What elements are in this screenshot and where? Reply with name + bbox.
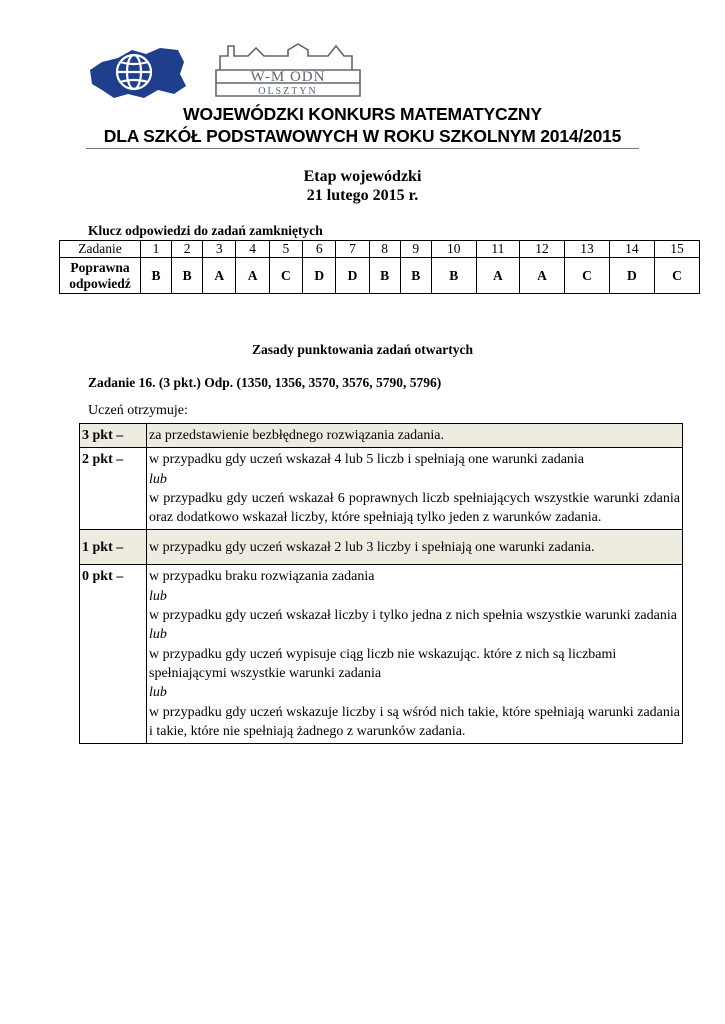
answer-letter: B	[369, 258, 400, 294]
task-number: 14	[609, 241, 654, 258]
answer-letter: A	[520, 258, 565, 294]
scoring-table	[79, 423, 683, 744]
contest-title-line2: DLA SZKÓŁ PODSTAWOWYCH W ROKU SZKOLNYM 2014/2015	[103, 126, 622, 146]
criteria-or: lub	[149, 471, 167, 487]
task-number: 3	[203, 241, 236, 258]
score-row-3	[80, 424, 683, 448]
score-points: 2 pkt –	[80, 448, 147, 530]
criteria-line: w przypadku gdy uczeń wypisuje ciąg liczb nie wskazując. które z nich są liczbami spełniającymi wszystkie warunki zadania	[149, 646, 617, 681]
score-criteria	[147, 565, 683, 744]
task-16-title: Zadanie 16. (3 pkt.) Odp. (1350, 1356, 3570, 3576, 5790, 5796)	[88, 375, 442, 390]
answer-letter: A	[476, 258, 519, 294]
answer-letter: C	[654, 258, 699, 294]
task-number: 8	[369, 241, 400, 258]
criteria-line: za przedstawienie bezbłędnego rozwiązania zadania.	[149, 428, 444, 443]
answer-key-table	[59, 240, 700, 294]
criteria-line: w przypadku gdy uczeń wskazuje liczby i są wśród nich takie, które spełniają warunki zadania i takie, które nie spełniają żadnego z warunków zadania.	[149, 704, 680, 739]
task-number: 2	[172, 241, 203, 258]
score-row-2	[80, 448, 683, 530]
stage-name: Etap wojewódzki	[303, 168, 422, 185]
task-number: 15	[654, 241, 699, 258]
contest-title-line1: WOJEWÓDZKI KONKURS MATEMATYCZNY	[183, 104, 542, 124]
task-number-row	[60, 241, 700, 258]
task-number: 9	[400, 241, 431, 258]
stage-date: 21 lutego 2015 r.	[306, 187, 419, 204]
task-number: 4	[236, 241, 269, 258]
task-number: 7	[336, 241, 369, 258]
task-number: 5	[269, 241, 302, 258]
answer-letter: B	[431, 258, 476, 294]
score-criteria	[147, 424, 683, 448]
task-number: 1	[141, 241, 172, 258]
answer-letter: A	[203, 258, 236, 294]
task-number: 12	[520, 241, 565, 258]
task-number: 10	[431, 241, 476, 258]
criteria-line: w przypadku gdy uczeń wskazał liczby i tylko jedna z nich spełnia wszystkie warunki zadania	[149, 608, 677, 624]
answer-letter: D	[303, 258, 336, 294]
task-row-label: Zadanie	[60, 241, 141, 258]
task-number: 11	[476, 241, 519, 258]
header-divider	[86, 148, 639, 149]
answer-letter: C	[269, 258, 302, 294]
score-points: 3 pkt –	[80, 424, 147, 448]
task-number: 6	[303, 241, 336, 258]
score-row-0	[80, 565, 683, 744]
logo-text-bottom: OLSZTYN	[258, 86, 318, 97]
answer-letter: D	[609, 258, 654, 294]
answer-letter: B	[172, 258, 203, 294]
logo-text-top: W-M ODN	[250, 69, 326, 85]
answer-letter: A	[236, 258, 269, 294]
answer-row-label-line1: Poprawna	[70, 259, 130, 275]
score-row-1	[80, 530, 683, 565]
open-tasks-section-title: Zasady punktowania zadań otwartych	[252, 342, 473, 357]
answer-letter: C	[565, 258, 610, 294]
score-criteria	[147, 448, 683, 530]
answer-row-label	[60, 258, 141, 294]
answer-row-label-line2: odpowiedź	[69, 275, 131, 291]
answer-key-caption: Klucz odpowiedzi do zadań zamkniętych	[88, 223, 323, 238]
criteria-or: lub	[149, 588, 167, 604]
criteria-line: w przypadku gdy uczeń wskazał 6 poprawnych liczb spełniających wszystkie warunki zdania oraz dodatkowo wskazał liczby, które spełniają tylko jeden z warunków zadania.	[149, 490, 680, 526]
answer-letter: D	[336, 258, 369, 294]
criteria-line: w przypadku gdy uczeń wskazał 4 lub 5 liczb i spełniają one warunki zadania	[149, 452, 585, 468]
odn-logo	[88, 40, 378, 102]
criteria-line: w przypadku braku rozwiązania zadania	[149, 569, 375, 585]
task-number: 13	[565, 241, 610, 258]
answer-row	[60, 258, 700, 294]
score-criteria	[147, 530, 683, 565]
answer-letter: B	[141, 258, 172, 294]
answer-letter: B	[400, 258, 431, 294]
scoring-intro: Uczeń otrzymuje:	[88, 403, 188, 418]
criteria-line: w przypadku gdy uczeń wskazał 2 lub 3 liczby i spełniają one warunki zadania.	[149, 539, 595, 555]
criteria-or: lub	[149, 685, 167, 701]
criteria-or: lub	[149, 627, 167, 643]
score-points: 1 pkt –	[80, 530, 147, 565]
score-points: 0 pkt –	[80, 565, 147, 744]
